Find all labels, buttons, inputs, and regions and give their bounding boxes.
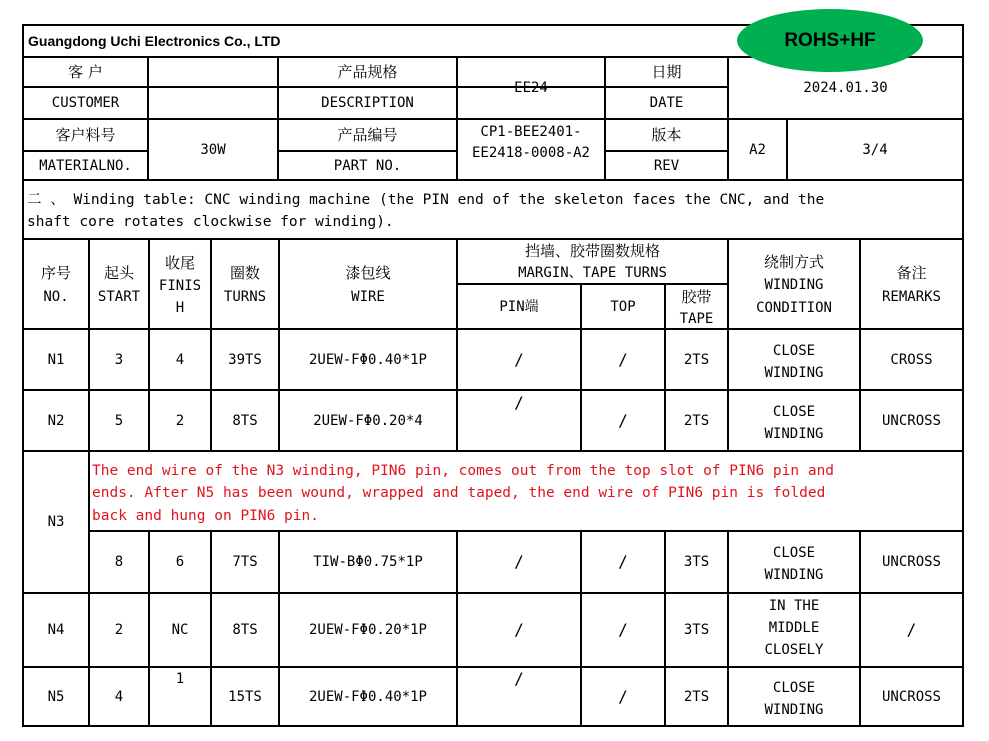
row-top: /: [618, 620, 628, 639]
row-wire: 2UEW-FΦ0.40*1P: [308, 351, 427, 368]
row-wire: TIW-BΦ0.75*1P: [313, 554, 423, 570]
row-wire: 2UEW-FΦ0.40*1P: [308, 689, 427, 705]
col-remarks: REMARKS: [881, 289, 941, 305]
rohs-badge: ROHS+HF: [737, 9, 923, 72]
row-pin: /: [514, 393, 524, 412]
row-condition-line1: CLOSE: [772, 404, 816, 420]
col-margin-cn: 挡墙、胶带圈数规格: [524, 242, 660, 260]
section-title-line2: shaft core rotates clockwise for winding).: [27, 214, 394, 230]
row-finish: 1: [175, 671, 185, 687]
date-label-cn: 日期: [651, 63, 682, 81]
row-finish: 4: [175, 351, 185, 368]
row-top: /: [618, 349, 628, 369]
row-condition-line2: WINDING: [764, 567, 824, 583]
row-remarks: UNCROSS: [881, 689, 941, 705]
rev-label: REV: [653, 157, 680, 174]
row-turns: 7TS: [232, 554, 258, 570]
row-no: N5: [47, 689, 65, 705]
rev-value: A2: [749, 141, 766, 158]
col-tape-cn: 胶带: [681, 288, 712, 306]
row-remarks: UNCROSS: [881, 554, 941, 570]
n3-note-line3: back and hung on PIN6 pin.: [92, 508, 319, 524]
part-value-line1: CP1-BEE2401-: [480, 124, 582, 140]
col-start-cn: 起头: [103, 264, 134, 282]
row-condition-line2: WINDING: [764, 365, 824, 381]
row-condition-line1: CLOSE: [772, 545, 816, 561]
row-condition-line1: CLOSE: [772, 680, 816, 696]
customer-value: [149, 58, 277, 118]
row-start: 2: [114, 622, 124, 638]
part-label-cn: 产品编号: [337, 126, 398, 144]
row-finish: NC: [171, 622, 189, 638]
description-label-cn: 产品规格: [337, 63, 398, 81]
col-turns-cn: 圈数: [229, 264, 260, 282]
company-name: Guangdong Uchi Electronics Co., LTD: [28, 33, 281, 49]
row-no: N1: [47, 351, 65, 368]
material-value: 30W: [200, 141, 226, 158]
col-top: TOP: [610, 298, 636, 315]
row-condition-line1: IN THE: [768, 598, 820, 614]
row-remarks: CROSS: [890, 351, 933, 368]
n3-note-line2: ends. After N5 has been wound, wrapped and taped, the end wire of PIN6 pin is folded: [92, 485, 826, 501]
row-condition-line2: MIDDLE: [768, 620, 820, 636]
col-tape: TAPE: [679, 311, 714, 327]
page-number: 3/4: [862, 141, 888, 158]
col-remarks-cn: 备注: [896, 264, 927, 282]
row-no: N2: [47, 412, 65, 429]
row-tape: 2TS: [683, 351, 710, 368]
row-start: 3: [114, 351, 124, 368]
col-start: START: [97, 289, 141, 305]
row-pin: /: [514, 349, 524, 369]
col-condition-cn: 绕制方式: [763, 253, 824, 271]
n3-note-line1: The end wire of the N3 winding, PIN6 pin, comes out from the top slot of PIN6 pin and: [92, 463, 835, 479]
row-start: 4: [114, 689, 124, 705]
col-turns: TURNS: [223, 289, 267, 305]
col-condition-line2: CONDITION: [756, 300, 832, 316]
material-label-cn: 客户料号: [55, 126, 116, 144]
row-tape: 3TS: [683, 622, 710, 638]
date-value: 2024.01.30: [803, 80, 888, 96]
col-no-cn: 序号: [40, 264, 71, 282]
row-condition-line1: CLOSE: [772, 343, 816, 359]
row-tape: 2TS: [683, 689, 710, 705]
row-wire: 2UEW-FΦ0.20*4: [313, 412, 423, 429]
date-label: DATE: [649, 95, 684, 111]
row-condition-line2: WINDING: [764, 426, 824, 442]
part-label: PART NO.: [333, 157, 402, 174]
part-value-line2: EE2418-0008-A2: [471, 145, 590, 161]
material-label: MATERIALNO.: [39, 157, 132, 174]
row-no: N4: [47, 622, 65, 638]
row-top: /: [618, 410, 628, 430]
col-finish-line1: FINIS: [158, 278, 202, 294]
col-pin: PIN端: [499, 298, 539, 315]
description-value: EE24: [514, 80, 548, 96]
col-margin: MARGIN、TAPE TURNS: [518, 265, 667, 281]
col-wire: WIRE: [351, 289, 385, 305]
row-top: /: [618, 552, 628, 571]
row-top: /: [618, 687, 628, 706]
row-start: 5: [114, 412, 124, 429]
row-remarks: UNCROSS: [881, 412, 941, 429]
col-condition-line1: WINDING: [764, 277, 824, 293]
row-tape: 3TS: [683, 554, 710, 570]
section-title-line1: 二 、 Winding table: CNC winding machine (the PIN end of the skeleton faces the CNC, and the: [27, 192, 825, 208]
col-finish-cn: 收尾: [164, 254, 195, 272]
row-turns: 15TS: [228, 689, 262, 705]
row-pin: /: [514, 552, 524, 571]
row-no: N3: [47, 514, 65, 530]
rule: [22, 179, 964, 181]
col-finish-line2: H: [175, 300, 185, 316]
rev-label-cn: 版本: [651, 126, 682, 144]
customer-label-cn: 客 户: [68, 63, 103, 81]
row-start: 8: [114, 554, 124, 570]
row-turns: 8TS: [232, 412, 258, 429]
row-finish: 6: [175, 554, 185, 570]
description-label: DESCRIPTION: [321, 95, 414, 111]
row-pin: /: [514, 620, 524, 639]
rule: [22, 450, 964, 452]
row-remarks: /: [906, 620, 917, 639]
customer-label: CUSTOMER: [51, 95, 120, 111]
col-wire-cn: 漆包线: [345, 264, 391, 282]
col-no: NO.: [43, 289, 69, 305]
row-turns: 39TS: [228, 351, 262, 368]
row-pin: /: [514, 669, 524, 688]
row-turns: 8TS: [232, 622, 258, 638]
row-wire: 2UEW-FΦ0.20*1P: [308, 622, 427, 638]
row-condition-line3: CLOSELY: [764, 642, 824, 658]
row-condition-line2: WINDING: [764, 702, 824, 718]
row-tape: 2TS: [683, 412, 710, 429]
row-finish: 2: [175, 412, 185, 429]
